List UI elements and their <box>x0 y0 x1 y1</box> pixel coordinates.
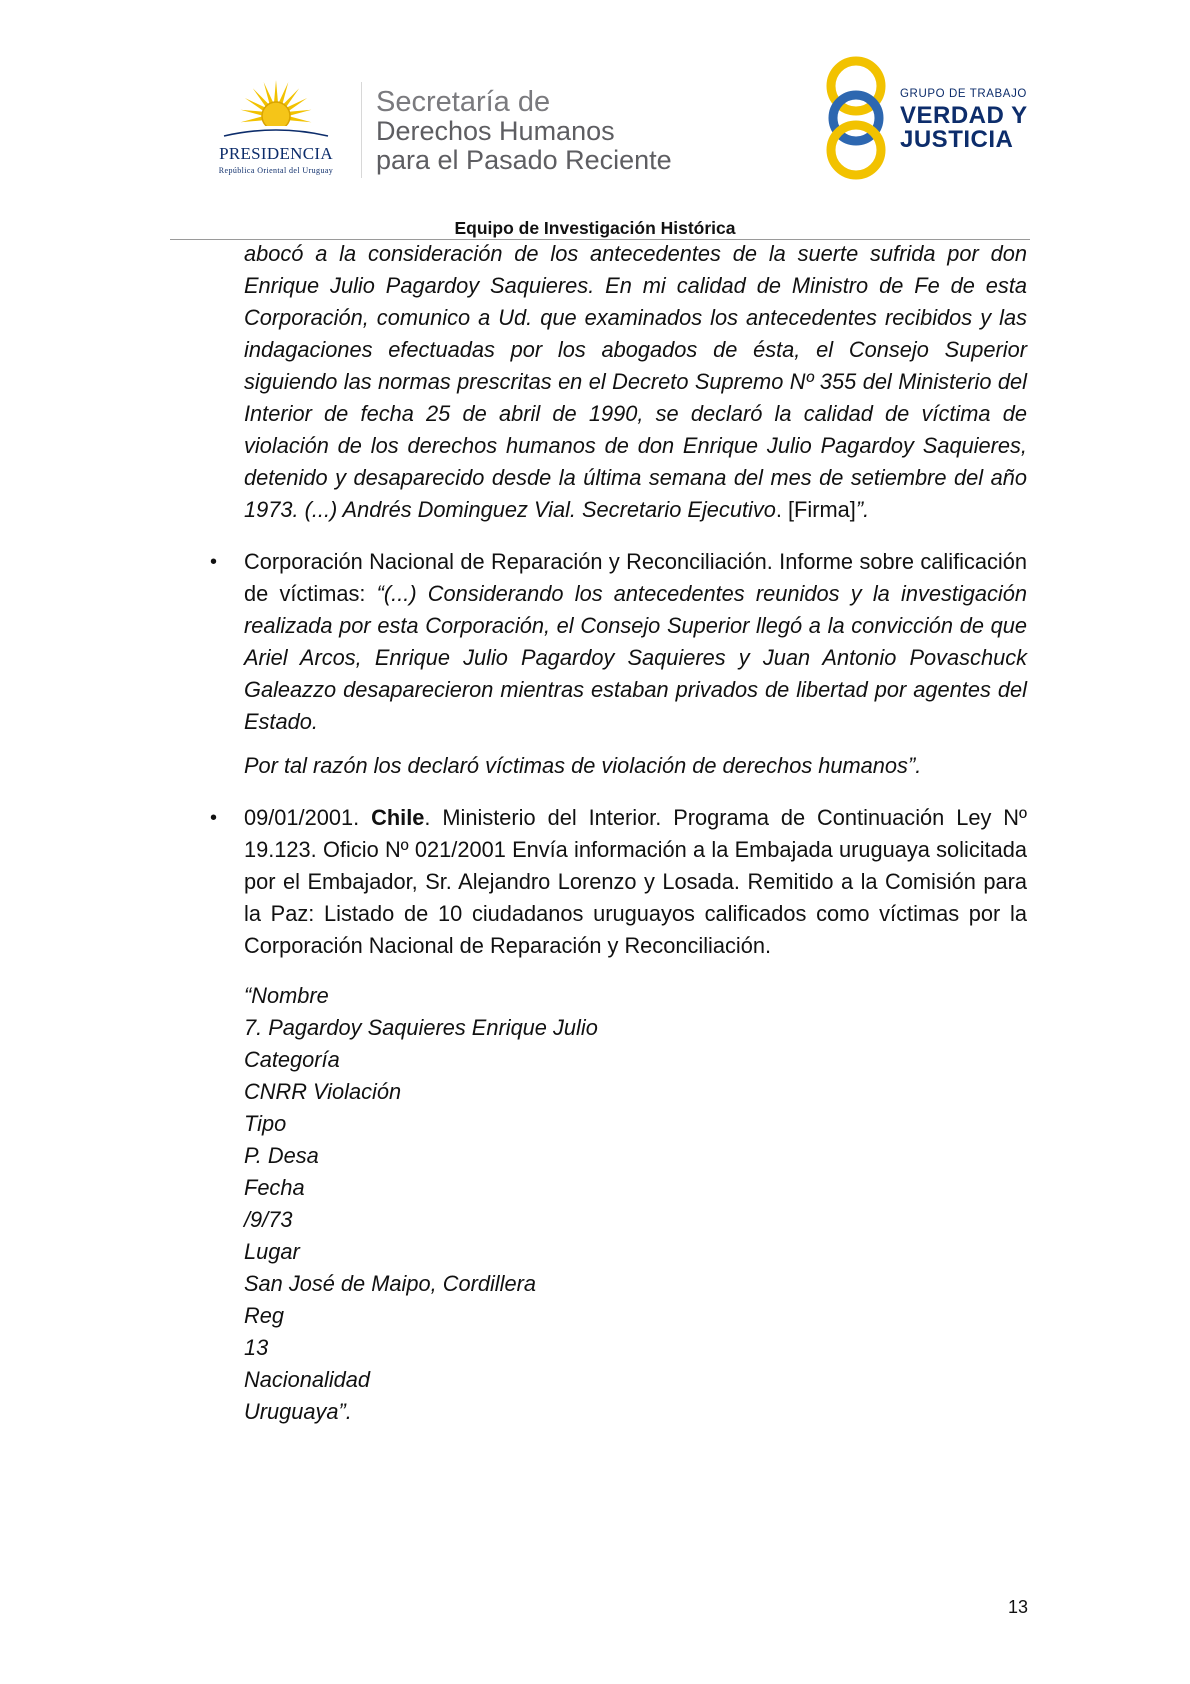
quote-text: abocó a la consideración de los antecedentes de la suerte sufrida por don Enrique Julio Pagardoy Saquieres. En mi calidad de Ministro de Fe de esta Corporación, comunico a Ud. que examinados los antecedentes recibidos y las indagaciones efectuadas por los abogados de ésta, el Consejo Superior siguiendo las normas prescritas en el Decreto Supremo Nº 355 del Ministerio del Interior de fecha 25 de abril de 1990, se declaró la calidad de víctima de violación de los derechos humanos de don Enrique Julio Pagardoy Saquieres, detenido y desaparecido desde la última semana del mes de setiembre del año 1973. (...) Andrés Dominguez Vial. Secretario Ejecutivo <box>244 241 1027 522</box>
entry-country: Chile <box>371 805 425 830</box>
rings-icon <box>818 52 898 184</box>
header-subtitle: Equipo de Investigación Histórica <box>454 218 736 238</box>
bullet-paragraph <box>244 546 1027 738</box>
list-item: 13 <box>244 1335 269 1360</box>
document-body <box>210 238 1028 1428</box>
bullet-item-chile <box>210 802 1028 962</box>
secretaria-line-1: Secretaría de <box>376 86 551 118</box>
bullet-normal-text: Corporación Nacional de Reparación y Reconciliación. Informe sobre calificación de víctimas: <box>244 549 1027 606</box>
bullet-paragraph <box>244 802 1027 962</box>
page-header <box>0 0 1190 238</box>
list-item: Fecha <box>244 1175 305 1200</box>
list-item: Reg <box>244 1303 284 1328</box>
list-item: Lugar <box>244 1239 300 1264</box>
grupo-line-3: JUSTICIA <box>900 126 1014 153</box>
quote-dot: . <box>775 497 788 522</box>
entry-description: . Ministerio del Interior. Programa de Continuación Ley Nº 19.123. Oficio Nº 021/2001 Envía información a la Embajada uruguaya solicitada por el Embajador, Sr. Alejandro Lorenzo y Losada. Remitido a la Comisión para la Paz: Listado de 10 ciudadanos uruguayos calificados como víctimas por la Corporación Nacional de Reparación y Reconciliación. <box>244 805 1028 958</box>
list-item: “Nombre <box>244 983 329 1008</box>
quote-end: ”. <box>855 497 870 522</box>
list-item: /9/73 <box>244 1207 293 1232</box>
bullet-icon: • <box>210 551 218 573</box>
victim-record-list <box>244 980 1027 1428</box>
bullet-icon: • <box>210 807 218 829</box>
bullet-italic-text: “(...) Considerando los antecedentes reunidos y la investigación realizada por esta Corporación, el Consejo Superior llegó a la convicción de que Ariel Arcos, Enrique Julio Pagardoy Saquieres y Juan Antonio Povaschuck Galeazzo desaparecieron mientras estaban privados de libertad por agentes del Estado. <box>244 581 1028 734</box>
secretaria-logo-text <box>376 88 672 175</box>
secretaria-line-3: para el Pasado Reciente <box>376 145 672 175</box>
bullet-item-corporacion <box>210 546 1028 782</box>
paragraph-continuation <box>244 238 1027 526</box>
logo-divider <box>361 82 362 178</box>
presidencia-subtitle: República Oriental del Uruguay <box>218 166 334 175</box>
secretaria-line-2: Derechos Humanos <box>376 116 615 146</box>
list-item: CNRR Violación <box>244 1079 402 1104</box>
bullet-second-paragraph: Por tal razón los declaró víctimas de violación de derechos humanos”. <box>244 753 922 778</box>
list-item: Uruguaya”. <box>244 1399 352 1424</box>
grupo-line-1: GRUPO DE TRABAJO <box>900 88 1027 100</box>
presidencia-title: PRESIDENCIA <box>219 144 333 163</box>
grupo-line-2: VERDAD Y <box>900 102 1028 129</box>
entry-date: 09/01/2001. <box>244 805 372 830</box>
sun-emblem-icon <box>196 78 356 144</box>
page-number: 13 <box>1007 1597 1028 1617</box>
grupo-trabajo-logo <box>818 52 1048 184</box>
list-item: Tipo <box>244 1111 287 1136</box>
list-item: P. Desa <box>244 1143 319 1168</box>
presidencia-logo <box>196 78 356 178</box>
list-item: Categoría <box>244 1047 340 1072</box>
list-item: 7. Pagardoy Saquieres Enrique Julio <box>244 1015 598 1040</box>
firma-text: [Firma] <box>788 497 856 522</box>
list-item: Nacionalidad <box>244 1367 371 1392</box>
list-item: San José de Maipo, Cordillera <box>244 1271 536 1296</box>
